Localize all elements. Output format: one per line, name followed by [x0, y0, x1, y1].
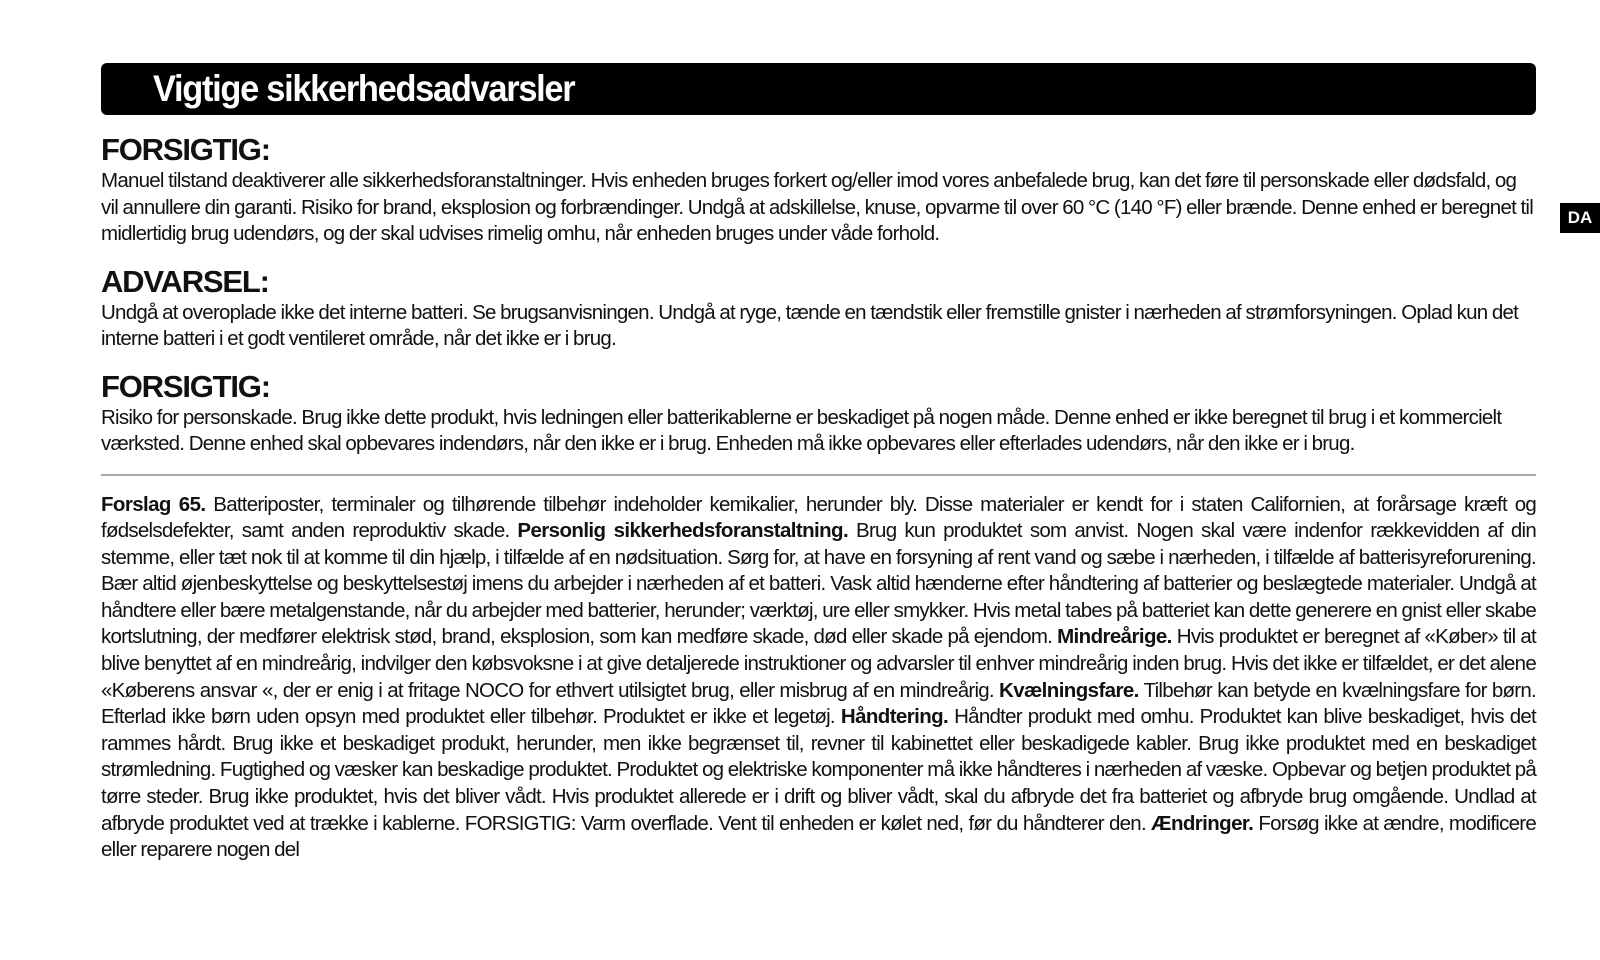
- page-title: Vigtige sikkerhedsadvarsler: [153, 68, 575, 109]
- language-tab: DA: [1560, 203, 1600, 233]
- minors-text: Hvis produktet er beregnet af «Køber» til at blive benyttet af en mindreårig, indvilger den købsvoksne i at give detaljerede instruktioner og advarsler til enhver mindreårig inden brug. Hvis det ikke er tilfældet, er det alene «Køberens ansvar «, der er enig i at fritage NOCO for ethvert utilsigtet brug, eller misbrug af en mindreårig.: [101, 625, 1536, 702]
- document-content: [101, 132, 1536, 864]
- warning-advarsel: [101, 264, 1536, 353]
- warning-text: Risiko for personskade. Brug ikke dette produkt, hvis ledningen eller batterikablerne er beskadiget på nogen måde. Denne enhed er ikke beregnet til brug i et kommercielt værksted. Denne enhed skal opbevares indendørs, når den ikke er i brug. Enheden må ikke opbevares eller efterlades udendørs, når den ikke er i brug.: [101, 405, 1502, 455]
- prop65-text: Batteriposter, terminaler og tilhørende tilbehør indeholder kemikalier, herunder bly. Disse materialer er kendt for i staten Californien, at forårsage kræft og fødselsdefekter, samt anden reproduktiv skade.: [101, 492, 1537, 543]
- warning-caution-2: [101, 369, 1536, 458]
- warning-text: Undgå at overoplade ikke det interne batteri. Se brugsanvisningen. Undgå at ryge, tænde en tændstik eller fremstille gnister i nærheden af strømforsyningen. Oplad kun det interne batteri i et godt ventileret område, når det ikke er i brug.: [101, 300, 1519, 350]
- minors-label: Mindreårige.: [1057, 625, 1172, 649]
- warning-heading: FORSIGTIG:: [101, 368, 270, 404]
- changes-text: Forsøg ikke at ændre, modificere eller reparere nogen del: [101, 811, 1536, 862]
- choking-text: Tilbehør kan betyde en kvælningsfare for børn. Efterlad ikke børn uden opsyn med produktet eller tilbehør. Produktet er ikke et legetøj.: [101, 678, 1536, 729]
- changes-label: Ændringer.: [1151, 811, 1254, 835]
- divider: [101, 474, 1536, 476]
- warning-text: Manuel tilstand deaktiverer alle sikkerhedsforanstaltninger. Hvis enheden bruges forkert og/eller imod vores anbefalede brug, kan det føre til personskade eller dødsfald, og vil annullere din garanti. Risiko for brand, eksplosion og forbrændinger. Undgå at adskillelse, knuse, opvarme til over 60 °C (140 °F) eller brænde. Denne enhed er beregnet til midlertidig brug udendørs, og der skal udvises rimelig omhu, når enheden bruges under våde forhold.: [101, 169, 1534, 245]
- warning-heading: ADVARSEL:: [101, 263, 269, 299]
- safety-body-paragraph: [101, 492, 1536, 864]
- personal-safety-text: Brug kun produktet som anvist. Nogen skal være indenfor rækkevidden af din stemme, eller tæt nok til at komme til din hjælp, i tilfælde af en nødsituation. Sørg for, at have en forsyning af rent vand og sæbe i nærheden, i tilfælde af batterisyreforurening. Bær altid øjenbeskyttelse og beskyttelsestøj imens du arbejder i nærheden af et batteri. Vask altid hænderne efter håndtering af batterier og beslægtede materialer. Undgå at håndtere eller bære metalgenstande, når du arbejder med batterier, herunder; værktøj, ure eller smykker. Hvis metal tabes på batteriet kan dette generere en gnist eller skabe kortslutning, der medfører elektrisk stød, brand, eksplosion, som kan medføre skade, død eller skade på ejendom.: [101, 519, 1536, 649]
- warning-heading: FORSIGTIG:: [101, 132, 270, 167]
- handling-label: Håndtering.: [840, 705, 949, 729]
- section-title-banner: [101, 63, 1536, 115]
- prop65-label: Forslag 65.: [101, 492, 206, 516]
- personal-safety-label: Personlig sikkerhedsforanstaltning.: [517, 519, 849, 543]
- choking-label: Kvælningsfare.: [999, 678, 1139, 702]
- handling-text: Håndter produkt med omhu. Produktet kan blive beskadiget, hvis det rammes hårdt. Brug ikke et beskadiget produkt, herunder, men ikke begrænset til, revner til kabinettet eller beskadigede kabler. Brug ikke produktet med en beskadiget strømledning. Fugtighed og væsker kan beskadige produktet. Produktet og elektriske komponenter må ikke håndteres i nærheden af væske. Opbevar og betjen produktet på tørre steder. Brug ikke produktet, hvis det bliver vådt. Hvis produktet allerede er i drift og bliver vådt, skal du afbryde det fra batteriet og afbryde brug omgående. Undlad at afbryde produktet ved at trække i kablerne. FORSIGTIG: Varm overflade. Vent til enheden er kølet ned, før du håndterer den.: [101, 705, 1536, 835]
- warning-caution-1: [101, 132, 1536, 248]
